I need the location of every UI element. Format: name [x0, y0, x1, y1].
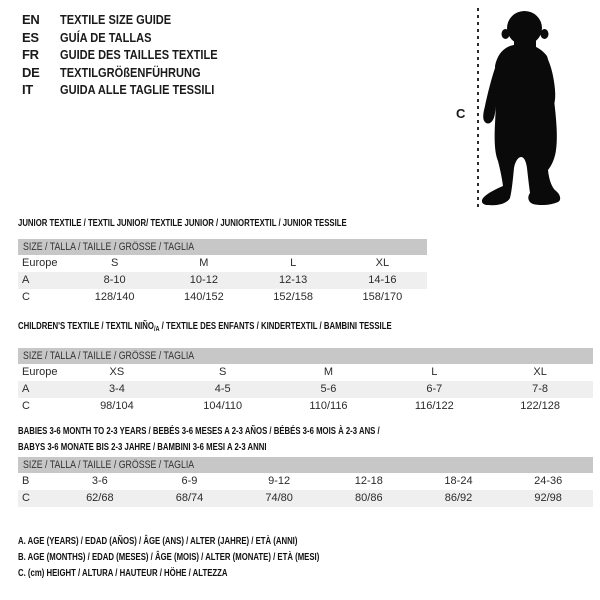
value-cell: 158/170 [362, 291, 403, 303]
row-label: C [22, 291, 30, 303]
value-cell: 152/158 [273, 291, 313, 303]
row-label: C [22, 492, 30, 504]
children-heading-pre: CHILDREN'S TEXTILE / TEXTIL NIÑO [18, 320, 154, 332]
lang-row-en [22, 11, 245, 29]
junior-section-heading [18, 217, 462, 229]
row-label: A [22, 383, 30, 395]
height-dotted-line [477, 8, 479, 210]
row-label: Europe [22, 366, 58, 378]
value-cell: 8-10 [103, 274, 126, 286]
lang-row-es [22, 29, 245, 47]
value-cell: 110/116 [309, 400, 348, 412]
size-header-bar [18, 239, 427, 255]
value-cell: 74/80 [265, 492, 293, 504]
height-c-label: C [456, 106, 466, 121]
junior-size-table [18, 239, 427, 306]
table-row-europe [18, 364, 593, 381]
value-cell: 4-5 [214, 383, 231, 395]
lang-row-fr [22, 46, 245, 64]
value-cell: 12-18 [354, 475, 383, 487]
size-header-text: SIZE / TALLA / TAILLE / GRÖSSE / TAGLIA [23, 459, 195, 471]
row-label: B [22, 475, 30, 487]
value-cell: 24-36 [534, 475, 563, 487]
lang-title: TEXTILGRÖßENFÜHRUNG [60, 64, 201, 80]
toddler-silhouette-image [480, 4, 596, 212]
value-cell: 12-13 [279, 274, 308, 286]
value-cell: 68/74 [175, 492, 204, 504]
children-heading-post: / TEXTILE DES ENFANTS / KINDERTEXTIL / BAMBINI TESSILE [159, 320, 392, 332]
babies-heading-line1: BABIES 3-6 MONTH TO 2-3 YEARS / BEBÉS 3-6 MESES A 2-3 AÑOS / BÉBÉS 3-6 MOIS À 2-3 ANS / [18, 425, 380, 437]
size-cell: S [219, 366, 227, 378]
size-cell: XL [375, 257, 390, 269]
value-cell: 10-12 [189, 274, 218, 286]
row-label: A [22, 274, 30, 286]
value-cell: 98/104 [100, 400, 134, 412]
children-size-table [18, 348, 593, 415]
table-row-age [18, 272, 427, 289]
value-cell: 80/86 [355, 492, 383, 504]
lang-code: EN [22, 12, 40, 28]
size-header-bar [18, 457, 593, 473]
size-cell: XS [109, 366, 125, 378]
row-label: C [22, 400, 30, 412]
value-cell: 6-9 [181, 475, 198, 487]
value-cell: 62/68 [86, 492, 114, 504]
size-header-text: SIZE / TALLA / TAILLE / GRÖSSE / TAGLIA [23, 350, 195, 362]
value-cell: 18-24 [444, 475, 473, 487]
lang-code: DE [22, 64, 40, 80]
lang-row-de [22, 64, 245, 82]
legend-notes [18, 533, 425, 581]
note-age-years: A. AGE (YEARS) / EDAD (AÑOS) / ÂGE (ANS) / ALTER (JAHRE) / ETÀ (ANNI) [18, 535, 298, 547]
value-cell: 5-6 [320, 383, 337, 395]
row-label: Europe [22, 257, 58, 269]
table-row-age [18, 381, 593, 398]
value-cell: 116/122 [414, 400, 454, 412]
size-cell: XL [533, 366, 547, 378]
children-section-heading [18, 320, 523, 333]
lang-title: GUÍA DE TALLAS [60, 29, 152, 45]
value-cell: 3-6 [91, 475, 108, 487]
babies-heading-line2: BABYS 3-6 MONATE BIS 2-3 JAHRE / BAMBINI 3-6 MESI A 2-3 ANNI [18, 441, 267, 453]
lang-title: GUIDE DES TAILLES TEXTILE [60, 47, 218, 63]
size-cell: M [323, 366, 334, 378]
size-header-text: SIZE / TALLA / TAILLE / GRÖSSE / TAGLIA [23, 241, 195, 253]
children-heading-subscript: /A [153, 324, 160, 333]
lang-code: IT [22, 82, 33, 98]
junior-heading-text: JUNIOR TEXTILE / TEXTIL JUNIOR/ TEXTILE JUNIOR / JUNIORTEXTIL / JUNIOR TESSILE [18, 217, 347, 229]
lang-code: FR [22, 47, 39, 63]
size-cell: M [199, 257, 209, 269]
table-row-height [18, 490, 593, 507]
language-title-list [22, 11, 245, 99]
table-row-months [18, 473, 593, 490]
value-cell: 92/98 [534, 492, 562, 504]
children-heading-text [18, 320, 392, 333]
lang-code: ES [22, 29, 39, 45]
table-row-height [18, 289, 427, 306]
value-cell: 140/152 [183, 291, 224, 303]
lang-row-it [22, 81, 245, 99]
value-cell: 128/140 [94, 291, 135, 303]
size-header-bar [18, 348, 593, 364]
babies-size-table [18, 457, 593, 507]
value-cell: 3-4 [108, 383, 125, 395]
value-cell: 7-8 [532, 383, 549, 395]
table-row-height [18, 398, 593, 415]
note-age-months: B. AGE (MONTHS) / EDAD (MESES) / ÂGE (MOIS) / ALTER (MONATE) / ETÀ (MESI) [18, 551, 320, 563]
value-cell: 9-12 [268, 475, 291, 487]
table-row-europe [18, 255, 427, 272]
value-cell: 122/128 [520, 400, 560, 412]
note-height-cm: C. (cm) HEIGHT / ALTURA / HAUTEUR / HÖHE / ALTEZZA [18, 567, 228, 579]
lang-title: GUIDA ALLE TAGLIE TESSILI [60, 82, 215, 98]
value-cell: 86/92 [444, 492, 473, 504]
value-cell: 104/110 [203, 400, 243, 412]
babies-section-heading [18, 423, 507, 455]
size-cell: L [431, 366, 438, 378]
value-cell: 6-7 [426, 383, 443, 395]
size-cell: S [110, 257, 119, 269]
value-cell: 14-16 [368, 274, 397, 286]
lang-title: TEXTILE SIZE GUIDE [60, 12, 172, 28]
size-cell: L [290, 257, 297, 269]
